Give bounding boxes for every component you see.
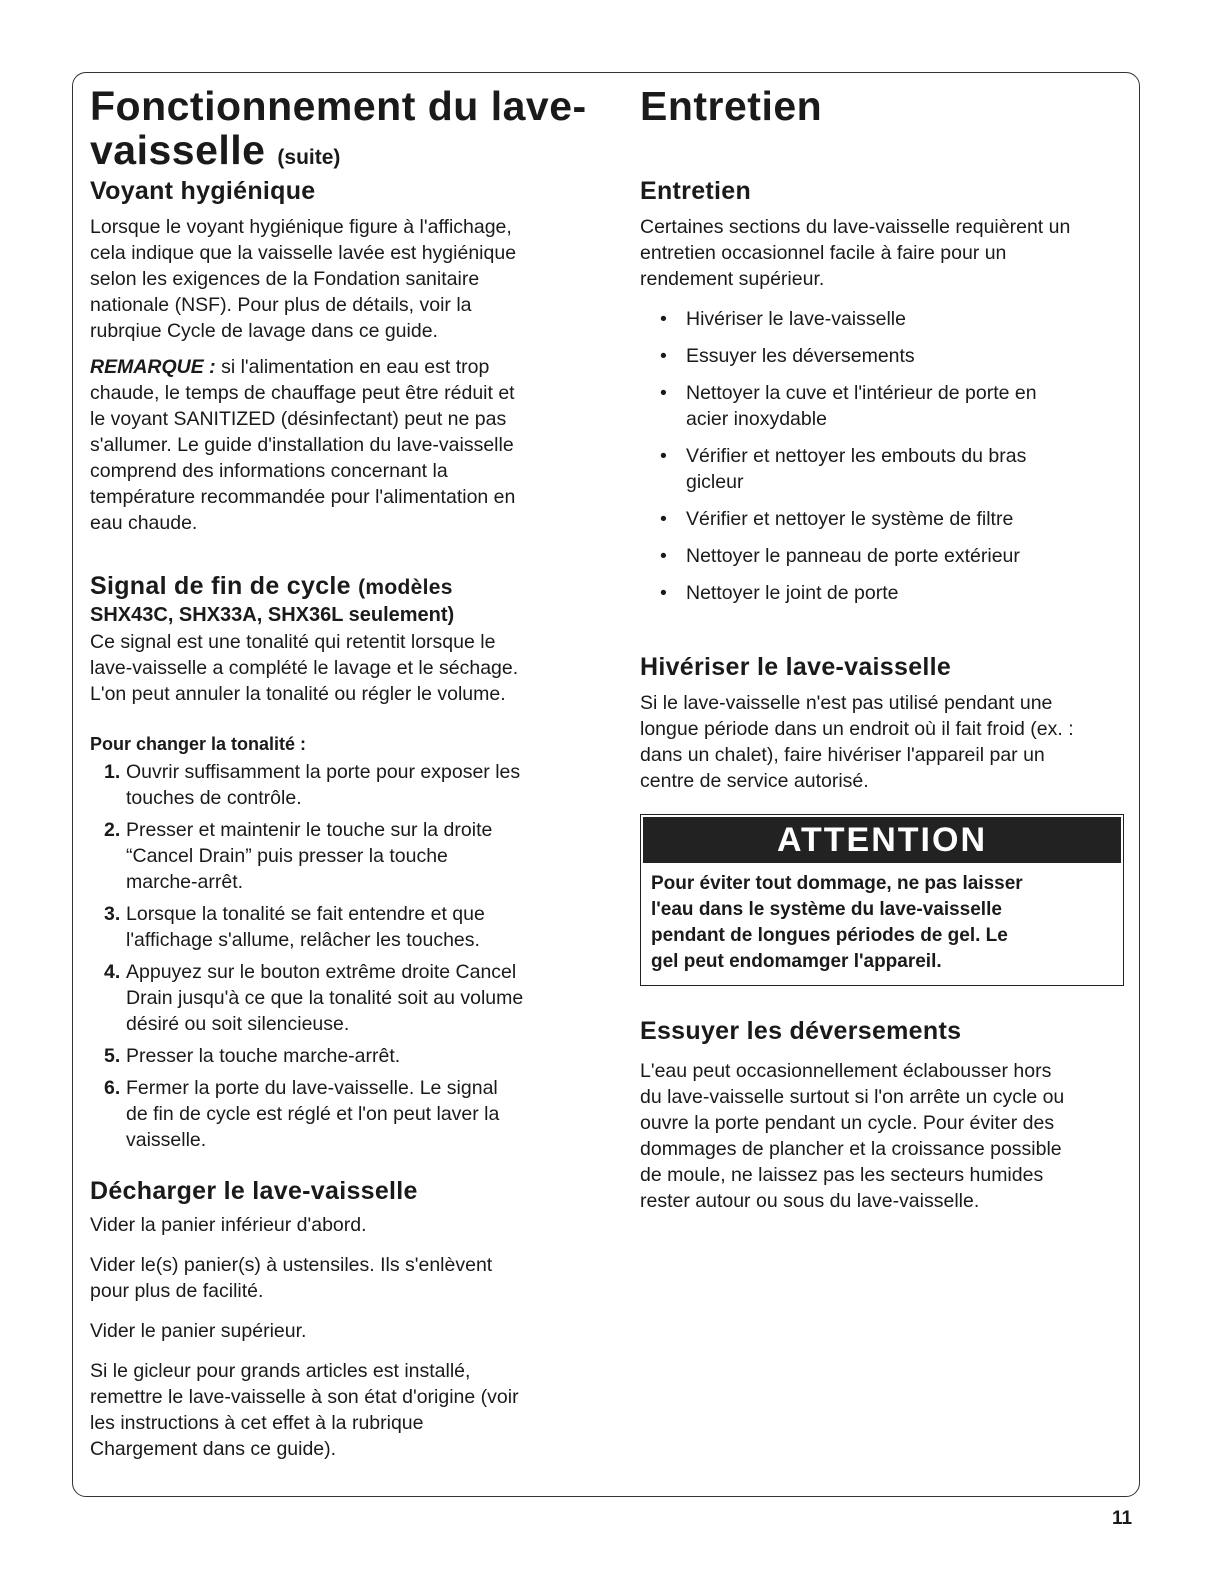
note-line: si l'alimentation en eau est trop: [215, 356, 490, 378]
attention-label: ATTENTION: [643, 817, 1121, 863]
list-item: • Hivériser le lave-vaisselle: [660, 308, 906, 330]
note-label: REMARQUE :: [90, 356, 216, 378]
decharger-line: Vider le(s) panier(s) à ustensiles. Ils s'enlèvent: [90, 1254, 493, 1276]
attention-body: [641, 865, 1123, 975]
signal-heading-suffix: (modèles: [358, 576, 453, 599]
note-line: température recommandée pour l'alimentation en: [90, 486, 516, 508]
hiveriser-line: longue période dans un endroit où il fait froid (ex. :: [640, 718, 1074, 740]
page-number: 11: [1112, 1508, 1133, 1529]
entretien-line: entretien occasionnel facile à faire pour un: [640, 242, 1007, 264]
signal-para: [90, 629, 590, 707]
attention-line: l'eau dans le système du lave-vaisselle: [651, 899, 1002, 920]
list-item: • Vérifier et nettoyer les embouts du bras gicleur: [660, 445, 1027, 493]
decharger-line: Vider la panier inférieur d'abord.: [90, 1214, 367, 1236]
list-item: • Nettoyer le joint de porte: [660, 582, 899, 604]
note-line: le voyant SANITIZED (désinfectant) peut ne pas: [90, 408, 507, 430]
attention-line: gel peut endomamger l'appareil.: [651, 951, 942, 972]
voyant-para: [90, 214, 590, 344]
list-item: • Vérifier et nettoyer le système de filtre: [660, 508, 1014, 530]
step-item: 2. Presser et maintenir le touche sur la droite “Cancel Drain” puis presser la touche marche-arrêt.: [104, 819, 493, 893]
steps-list: [90, 759, 590, 1153]
note-line: comprend des informations concernant la: [90, 460, 448, 482]
title-suffix: (suite): [277, 146, 341, 169]
note-line: chaude, le temps de chauffage peut être réduit et: [90, 382, 515, 404]
decharger-heading: Décharger le lave-vaisselle: [90, 1177, 418, 1205]
section-signal: [90, 571, 590, 1159]
decharger-line: remettre le lave-vaisselle à son état d'origine (voir: [90, 1386, 519, 1408]
signal-heading-text: Signal de fin de cycle: [90, 572, 351, 600]
section-hiveriser: [640, 652, 1130, 794]
voyant-line: cela indique que la vaisselle lavée est hygiénique: [90, 242, 517, 264]
remarque-note: [90, 354, 590, 536]
voyant-heading: Voyant hygiénique: [90, 177, 316, 205]
decharger-line: Chargement dans ce guide).: [90, 1438, 337, 1460]
decharger-line: pour plus de facilité.: [90, 1280, 264, 1302]
list-item: • Nettoyer la cuve et l'intérieur de porte en acier inoxydable: [660, 382, 1037, 430]
essuyer-line: dommages de plancher et la croissance possible: [640, 1138, 1062, 1160]
page-title: [90, 84, 590, 180]
entretien-line: rendement supérieur.: [640, 268, 825, 290]
signal-line: L'on peut annuler la tonalité ou régler le volume.: [90, 683, 506, 705]
step-item: 3. Lorsque la tonalité se fait entendre et que l'affichage s'allume, relâcher les touches.: [104, 903, 485, 951]
entretien-line: Certaines sections du lave-vaisselle requièrent un: [640, 216, 1071, 238]
attention-line: pendant de longues périodes de gel. Le: [651, 925, 1008, 946]
decharger-line: les instructions à cet effet à la rubrique: [90, 1412, 424, 1434]
hiveriser-heading: Hivériser le lave-vaisselle: [640, 653, 952, 681]
step-item: 6. Fermer la porte du lave-vaisselle. Le signal de fin de cycle est réglé et l'on peut laver la vaisselle.: [104, 1077, 500, 1151]
step-item: 4. Appuyez sur le bouton extrême droite Cancel Drain jusqu'à ce que la tonalité soit au volume désiré ou soit silencieuse.: [104, 961, 524, 1035]
title-line-1: Fonctionnement du lave-: [90, 83, 587, 129]
signal-heading: [90, 571, 590, 603]
essuyer-line: de moule, ne laissez pas les secteurs humides: [640, 1164, 1044, 1186]
left-column: [90, 84, 590, 180]
voyant-line: nationale (NSF). Pour plus de détails, voir la: [90, 294, 472, 316]
list-item: • Essuyer les déversements: [660, 345, 915, 367]
right-column: [640, 84, 1130, 128]
essuyer-line: rester autour ou sous du lave-vaisselle.: [640, 1190, 980, 1212]
voyant-line: Lorsque le voyant hygiénique figure à l'affichage,: [90, 216, 512, 238]
hiveriser-line: Si le lave-vaisselle n'est pas utilisé pendant une: [640, 692, 1053, 714]
step-item: 5. Presser la touche marche-arrêt.: [104, 1045, 401, 1067]
steps-heading: Pour changer la tonalité :: [90, 734, 307, 754]
decharger-line: Vider le panier supérieur.: [90, 1320, 307, 1342]
hiveriser-line: dans un chalet), faire hivériser l'appareil par un: [640, 744, 1045, 766]
essuyer-line: L'eau peut occasionnellement éclabousser hors: [640, 1060, 1052, 1082]
section-voyant: [90, 176, 590, 536]
essuyer-line: du lave-vaisselle surtout si l'on arrête un cycle ou: [640, 1086, 1065, 1108]
signal-subheading: SHX43C, SHX33A, SHX36L seulement): [90, 604, 455, 626]
note-line: s'allumer. Le guide d'installation du lave-vaisselle: [90, 434, 514, 456]
entretien-list: [640, 306, 1130, 606]
signal-line: Ce signal est une tonalité qui retentit lorsque le: [90, 631, 496, 653]
voyant-line: rubrqiue Cycle de lavage dans ce guide.: [90, 320, 438, 342]
section-decharger: [90, 1176, 590, 1462]
attention-box: [640, 814, 1124, 986]
section-entretien: [640, 176, 1130, 617]
entretien-title: Entretien: [640, 83, 823, 129]
list-item: • Nettoyer le panneau de porte extérieur: [660, 545, 1020, 567]
entretien-heading: Entretien: [640, 177, 752, 205]
step-item: 1. Ouvrir suffisamment la porte pour exposer les touches de contrôle.: [104, 761, 521, 809]
signal-line: lave-vaisselle a complété le lavage et le séchage.: [90, 657, 519, 679]
title-line-2: vaisselle: [90, 127, 266, 173]
section-essuyer: [640, 1016, 1130, 1214]
hiveriser-line: centre de service autorisé.: [640, 770, 869, 792]
essuyer-heading: Essuyer les déversements: [640, 1017, 962, 1045]
note-line: eau chaude.: [90, 512, 198, 534]
decharger-line: Si le gicleur pour grands articles est installé,: [90, 1360, 471, 1382]
attention-line: Pour éviter tout dommage, ne pas laisser: [651, 873, 1023, 894]
essuyer-line: ouvre la porte pendant un cycle. Pour éviter des: [640, 1112, 1055, 1134]
voyant-line: selon les exigences de la Fondation sanitaire: [90, 268, 480, 290]
